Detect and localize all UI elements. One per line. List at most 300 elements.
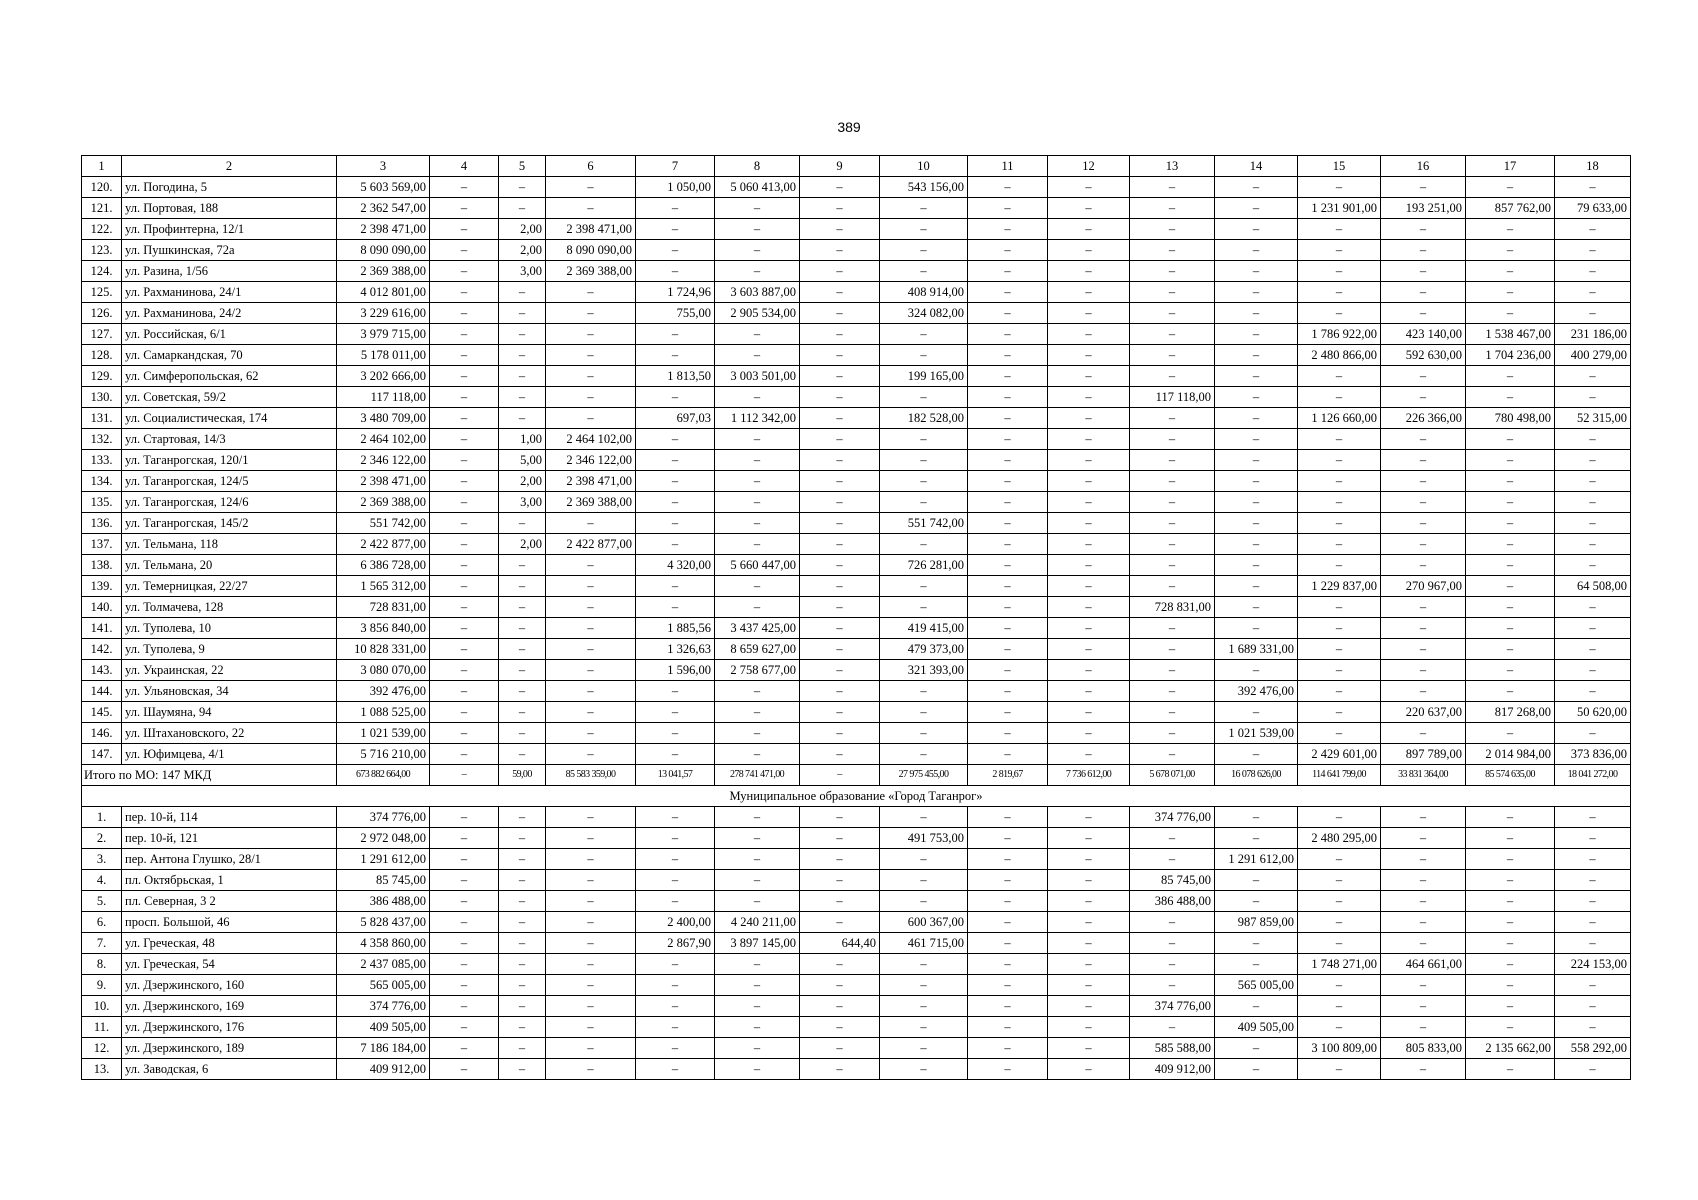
value-cell: – bbox=[1466, 366, 1555, 387]
value-cell: – bbox=[1298, 639, 1381, 660]
value-cell: 2 135 662,00 bbox=[1466, 1038, 1555, 1059]
table-row bbox=[82, 576, 1631, 597]
value-cell: 5 716 210,00 bbox=[337, 744, 430, 765]
row-number: 8. bbox=[82, 954, 122, 975]
value-cell: – bbox=[1130, 366, 1215, 387]
value-cell: – bbox=[546, 660, 636, 681]
value-cell: 1 885,56 bbox=[636, 618, 715, 639]
value-cell: – bbox=[1298, 660, 1381, 681]
value-cell: 1 724,96 bbox=[636, 282, 715, 303]
value-cell: – bbox=[430, 1038, 499, 1059]
value-cell: 374 776,00 bbox=[337, 996, 430, 1017]
value-cell: – bbox=[1130, 555, 1215, 576]
value-cell: – bbox=[430, 744, 499, 765]
value-cell: – bbox=[1215, 387, 1298, 408]
value-cell: – bbox=[430, 387, 499, 408]
value-cell: – bbox=[1130, 954, 1215, 975]
row-number: 131. bbox=[82, 408, 122, 429]
value-cell: – bbox=[636, 387, 715, 408]
address-cell: ул. Шаумяна, 94 bbox=[122, 702, 337, 723]
value-cell: – bbox=[1298, 387, 1381, 408]
value-cell: – bbox=[715, 870, 800, 891]
value-cell: – bbox=[880, 870, 968, 891]
address-cell: ул. Стартовая, 14/3 bbox=[122, 429, 337, 450]
value-cell: – bbox=[1215, 618, 1298, 639]
value-cell: – bbox=[499, 597, 546, 618]
value-cell: – bbox=[1215, 240, 1298, 261]
value-cell: – bbox=[800, 492, 880, 513]
value-cell: – bbox=[1215, 534, 1298, 555]
value-cell: 1 231 901,00 bbox=[1298, 198, 1381, 219]
value-cell: 2 369 388,00 bbox=[546, 261, 636, 282]
value-cell: 8 659 627,00 bbox=[715, 639, 800, 660]
value-cell: – bbox=[499, 954, 546, 975]
value-cell: – bbox=[1466, 240, 1555, 261]
value-cell: 3 856 840,00 bbox=[337, 618, 430, 639]
value-cell: 182 528,00 bbox=[880, 408, 968, 429]
value-cell: – bbox=[1381, 912, 1466, 933]
value-cell: 1 326,63 bbox=[636, 639, 715, 660]
value-cell: – bbox=[1048, 1038, 1130, 1059]
column-header: 12 bbox=[1048, 156, 1130, 177]
value-cell: – bbox=[1466, 660, 1555, 681]
value-cell: – bbox=[636, 345, 715, 366]
value-cell: 2 398 471,00 bbox=[546, 471, 636, 492]
row-number: 5. bbox=[82, 891, 122, 912]
value-cell: – bbox=[430, 408, 499, 429]
value-cell: – bbox=[1555, 240, 1631, 261]
value-cell: 392 476,00 bbox=[337, 681, 430, 702]
value-cell: – bbox=[1381, 807, 1466, 828]
value-cell: – bbox=[968, 576, 1048, 597]
value-cell: 805 833,00 bbox=[1381, 1038, 1466, 1059]
value-cell: 2 346 122,00 bbox=[337, 450, 430, 471]
value-cell: – bbox=[1130, 849, 1215, 870]
value-cell: – bbox=[715, 849, 800, 870]
value-cell: – bbox=[499, 345, 546, 366]
value-cell: – bbox=[1466, 933, 1555, 954]
value-cell: 1 021 539,00 bbox=[1215, 723, 1298, 744]
table-row bbox=[82, 219, 1631, 240]
value-cell: – bbox=[430, 891, 499, 912]
value-cell: – bbox=[1298, 492, 1381, 513]
value-cell: – bbox=[968, 933, 1048, 954]
value-cell: – bbox=[1298, 282, 1381, 303]
address-cell: ул. Таганрогская, 124/6 bbox=[122, 492, 337, 513]
value-cell: 193 251,00 bbox=[1381, 198, 1466, 219]
value-cell: – bbox=[1215, 513, 1298, 534]
row-number: 133. bbox=[82, 450, 122, 471]
value-cell: – bbox=[968, 744, 1048, 765]
value-cell: – bbox=[1555, 891, 1631, 912]
value-cell: – bbox=[499, 177, 546, 198]
table-row bbox=[82, 324, 1631, 345]
value-cell: – bbox=[430, 933, 499, 954]
value-cell: 64 508,00 bbox=[1555, 576, 1631, 597]
value-cell: 1 229 837,00 bbox=[1298, 576, 1381, 597]
value-cell: 464 661,00 bbox=[1381, 954, 1466, 975]
value-cell: – bbox=[1130, 534, 1215, 555]
value-cell: 780 498,00 bbox=[1466, 408, 1555, 429]
value-cell: – bbox=[1466, 891, 1555, 912]
value-cell: – bbox=[430, 912, 499, 933]
table-row bbox=[82, 450, 1631, 471]
value-cell: – bbox=[1130, 1017, 1215, 1038]
value-cell: – bbox=[1381, 723, 1466, 744]
page-number: 389 bbox=[837, 119, 861, 135]
value-cell: – bbox=[1048, 828, 1130, 849]
table-row bbox=[82, 702, 1631, 723]
table-row bbox=[82, 429, 1631, 450]
value-cell: – bbox=[968, 492, 1048, 513]
value-cell: – bbox=[1215, 1059, 1298, 1080]
value-cell: – bbox=[1048, 282, 1130, 303]
value-cell: – bbox=[1048, 366, 1130, 387]
value-cell: – bbox=[1215, 324, 1298, 345]
value-cell: – bbox=[800, 429, 880, 450]
value-cell: – bbox=[499, 975, 546, 996]
address-cell: ул. Пушкинская, 72а bbox=[122, 240, 337, 261]
value-cell: – bbox=[800, 177, 880, 198]
value-cell: – bbox=[430, 870, 499, 891]
value-cell: – bbox=[715, 807, 800, 828]
value-cell: – bbox=[968, 408, 1048, 429]
value-cell: 409 505,00 bbox=[1215, 1017, 1298, 1038]
value-cell: – bbox=[430, 492, 499, 513]
value-cell: – bbox=[1381, 240, 1466, 261]
value-cell: – bbox=[499, 198, 546, 219]
row-number: 6. bbox=[82, 912, 122, 933]
column-header: 4 bbox=[430, 156, 499, 177]
table-row bbox=[82, 282, 1631, 303]
value-cell: – bbox=[968, 639, 1048, 660]
value-cell: – bbox=[636, 261, 715, 282]
address-cell: пл. Октябрьская, 1 bbox=[122, 870, 337, 891]
value-cell: 1 786 922,00 bbox=[1298, 324, 1381, 345]
table-row bbox=[82, 954, 1631, 975]
value-cell: – bbox=[636, 702, 715, 723]
value-cell: – bbox=[499, 702, 546, 723]
value-cell: 4 012 801,00 bbox=[337, 282, 430, 303]
value-cell: – bbox=[880, 996, 968, 1017]
table-row bbox=[82, 345, 1631, 366]
value-cell: – bbox=[499, 324, 546, 345]
value-cell: – bbox=[880, 975, 968, 996]
value-cell: – bbox=[968, 723, 1048, 744]
value-cell: – bbox=[715, 471, 800, 492]
value-cell: 386 488,00 bbox=[1130, 891, 1215, 912]
value-cell: – bbox=[715, 240, 800, 261]
value-cell: – bbox=[546, 282, 636, 303]
value-cell: – bbox=[1215, 471, 1298, 492]
value-cell: – bbox=[1381, 828, 1466, 849]
row-number: 12. bbox=[82, 1038, 122, 1059]
value-cell: 857 762,00 bbox=[1466, 198, 1555, 219]
value-cell: – bbox=[1298, 177, 1381, 198]
value-cell: 600 367,00 bbox=[880, 912, 968, 933]
value-cell: – bbox=[1048, 975, 1130, 996]
value-cell: – bbox=[499, 891, 546, 912]
value-cell: – bbox=[1555, 303, 1631, 324]
value-cell: – bbox=[1381, 891, 1466, 912]
value-cell: 2 369 388,00 bbox=[337, 261, 430, 282]
value-cell: 558 292,00 bbox=[1555, 1038, 1631, 1059]
value-cell: – bbox=[430, 324, 499, 345]
value-cell: – bbox=[636, 513, 715, 534]
value-cell: – bbox=[968, 387, 1048, 408]
value-cell: 226 366,00 bbox=[1381, 408, 1466, 429]
value-cell: – bbox=[1466, 534, 1555, 555]
value-cell: 1 050,00 bbox=[636, 177, 715, 198]
value-cell: – bbox=[1215, 282, 1298, 303]
value-cell: – bbox=[1298, 870, 1381, 891]
value-cell: – bbox=[636, 681, 715, 702]
value-cell: – bbox=[1466, 618, 1555, 639]
value-cell: – bbox=[499, 387, 546, 408]
value-cell: 2 437 085,00 bbox=[337, 954, 430, 975]
value-cell: – bbox=[546, 933, 636, 954]
row-number: 147. bbox=[82, 744, 122, 765]
value-cell: 728 831,00 bbox=[337, 597, 430, 618]
value-cell: 2 369 388,00 bbox=[546, 492, 636, 513]
value-cell: – bbox=[546, 366, 636, 387]
value-cell: 461 715,00 bbox=[880, 933, 968, 954]
value-cell: – bbox=[636, 828, 715, 849]
value-cell: – bbox=[1381, 261, 1466, 282]
column-header: 10 bbox=[880, 156, 968, 177]
row-number: 124. bbox=[82, 261, 122, 282]
value-cell: – bbox=[1215, 450, 1298, 471]
value-cell: – bbox=[800, 828, 880, 849]
value-cell: – bbox=[1466, 1059, 1555, 1080]
value-cell: – bbox=[800, 660, 880, 681]
value-cell: – bbox=[1215, 1038, 1298, 1059]
address-cell: ул. Туполева, 10 bbox=[122, 618, 337, 639]
value-cell: – bbox=[800, 723, 880, 744]
value-cell: – bbox=[1381, 387, 1466, 408]
address-cell: ул. Греческая, 54 bbox=[122, 954, 337, 975]
value-cell: – bbox=[546, 828, 636, 849]
value-cell: – bbox=[636, 450, 715, 471]
value-cell: – bbox=[1215, 198, 1298, 219]
section-row bbox=[82, 786, 1631, 807]
table-row bbox=[82, 828, 1631, 849]
value-cell: 697,03 bbox=[636, 408, 715, 429]
value-cell: – bbox=[1130, 744, 1215, 765]
value-cell: – bbox=[715, 1038, 800, 1059]
table-row bbox=[82, 1017, 1631, 1038]
table-row bbox=[82, 807, 1631, 828]
value-cell: – bbox=[968, 954, 1048, 975]
value-cell: – bbox=[1555, 1059, 1631, 1080]
value-cell: – bbox=[1555, 849, 1631, 870]
value-cell: – bbox=[1130, 261, 1215, 282]
value-cell: – bbox=[1555, 492, 1631, 513]
value-cell: – bbox=[1555, 597, 1631, 618]
value-cell: – bbox=[1215, 807, 1298, 828]
value-cell: – bbox=[430, 576, 499, 597]
value-cell: – bbox=[800, 891, 880, 912]
value-cell: 1 112 342,00 bbox=[715, 408, 800, 429]
value-cell: – bbox=[430, 702, 499, 723]
value-cell: – bbox=[546, 177, 636, 198]
address-cell: ул. Профинтерна, 12/1 bbox=[122, 219, 337, 240]
value-cell: – bbox=[499, 366, 546, 387]
value-cell: – bbox=[1466, 597, 1555, 618]
value-cell: 1 689 331,00 bbox=[1215, 639, 1298, 660]
value-cell: – bbox=[430, 1059, 499, 1080]
value-cell: – bbox=[499, 282, 546, 303]
value-cell: – bbox=[1215, 828, 1298, 849]
value-cell: 1 748 271,00 bbox=[1298, 954, 1381, 975]
value-cell: – bbox=[800, 576, 880, 597]
value-cell: – bbox=[1215, 177, 1298, 198]
row-number: 134. bbox=[82, 471, 122, 492]
column-header: 9 bbox=[800, 156, 880, 177]
value-cell: – bbox=[800, 240, 880, 261]
table-row bbox=[82, 933, 1631, 954]
value-cell: – bbox=[1466, 912, 1555, 933]
value-cell: – bbox=[1555, 513, 1631, 534]
value-cell: – bbox=[1555, 639, 1631, 660]
value-cell: – bbox=[1215, 303, 1298, 324]
value-cell: 2 972 048,00 bbox=[337, 828, 430, 849]
value-cell: – bbox=[1048, 996, 1130, 1017]
value-cell: – bbox=[1048, 618, 1130, 639]
address-cell: просп. Большой, 46 bbox=[122, 912, 337, 933]
value-cell: – bbox=[1048, 639, 1130, 660]
value-cell: 8 090 090,00 bbox=[546, 240, 636, 261]
address-cell: пер. 10-й, 114 bbox=[122, 807, 337, 828]
value-cell: 2,00 bbox=[499, 240, 546, 261]
value-cell: – bbox=[1215, 702, 1298, 723]
value-cell: – bbox=[715, 723, 800, 744]
row-number: 145. bbox=[82, 702, 122, 723]
column-header: 2 bbox=[122, 156, 337, 177]
value-cell: – bbox=[880, 261, 968, 282]
value-cell: – bbox=[499, 639, 546, 660]
value-cell: 2 867,90 bbox=[636, 933, 715, 954]
value-cell: – bbox=[1130, 828, 1215, 849]
value-cell: 3 100 809,00 bbox=[1298, 1038, 1381, 1059]
total-value: 16 078 626,00 bbox=[1215, 765, 1298, 786]
total-row bbox=[82, 765, 1631, 786]
address-cell: ул. Портовая, 188 bbox=[122, 198, 337, 219]
value-cell: – bbox=[880, 198, 968, 219]
value-cell: – bbox=[1466, 828, 1555, 849]
row-number: 126. bbox=[82, 303, 122, 324]
value-cell: 1 291 612,00 bbox=[1215, 849, 1298, 870]
table-row bbox=[82, 912, 1631, 933]
total-value: – bbox=[430, 765, 499, 786]
value-cell: – bbox=[1130, 513, 1215, 534]
value-cell: – bbox=[636, 471, 715, 492]
row-number: 13. bbox=[82, 1059, 122, 1080]
table-row bbox=[82, 660, 1631, 681]
value-cell: – bbox=[1048, 492, 1130, 513]
value-cell: – bbox=[800, 618, 880, 639]
value-cell: – bbox=[1466, 996, 1555, 1017]
value-cell: 2 464 102,00 bbox=[337, 429, 430, 450]
table-row bbox=[82, 513, 1631, 534]
value-cell: – bbox=[1048, 261, 1130, 282]
total-value: 673 882 664,00 bbox=[337, 765, 430, 786]
value-cell: – bbox=[1215, 345, 1298, 366]
value-cell: – bbox=[1466, 429, 1555, 450]
value-cell: – bbox=[1130, 219, 1215, 240]
value-cell: – bbox=[880, 1017, 968, 1038]
value-cell: – bbox=[1381, 639, 1466, 660]
value-cell: – bbox=[880, 471, 968, 492]
value-cell: 2 429 601,00 bbox=[1298, 744, 1381, 765]
value-cell: – bbox=[1466, 681, 1555, 702]
value-cell: – bbox=[430, 219, 499, 240]
value-cell: 644,40 bbox=[800, 933, 880, 954]
value-cell: – bbox=[430, 282, 499, 303]
table-row bbox=[82, 996, 1631, 1017]
row-number: 2. bbox=[82, 828, 122, 849]
value-cell: 5 660 447,00 bbox=[715, 555, 800, 576]
value-cell: 423 140,00 bbox=[1381, 324, 1466, 345]
value-cell: – bbox=[1048, 303, 1130, 324]
value-cell: – bbox=[1381, 282, 1466, 303]
value-cell: – bbox=[1466, 555, 1555, 576]
value-cell: 3,00 bbox=[499, 492, 546, 513]
value-cell: – bbox=[1466, 513, 1555, 534]
value-cell: – bbox=[800, 1038, 880, 1059]
value-cell: – bbox=[880, 807, 968, 828]
row-number: 144. bbox=[82, 681, 122, 702]
value-cell: – bbox=[1130, 492, 1215, 513]
value-cell: – bbox=[430, 849, 499, 870]
value-cell: – bbox=[1381, 219, 1466, 240]
value-cell: 5 603 569,00 bbox=[337, 177, 430, 198]
value-cell: – bbox=[636, 1038, 715, 1059]
table-row bbox=[82, 177, 1631, 198]
value-cell: – bbox=[715, 534, 800, 555]
row-number: 128. bbox=[82, 345, 122, 366]
value-cell: – bbox=[499, 618, 546, 639]
value-cell: – bbox=[1466, 177, 1555, 198]
value-cell: – bbox=[1298, 513, 1381, 534]
value-cell: – bbox=[968, 660, 1048, 681]
value-cell: – bbox=[800, 324, 880, 345]
total-value: 18 041 272,00 bbox=[1555, 765, 1631, 786]
value-cell: – bbox=[880, 492, 968, 513]
value-cell: – bbox=[499, 513, 546, 534]
row-number: 135. bbox=[82, 492, 122, 513]
value-cell: – bbox=[1215, 219, 1298, 240]
address-cell: ул. Ульяновская, 34 bbox=[122, 681, 337, 702]
value-cell: 2 362 547,00 bbox=[337, 198, 430, 219]
value-cell: – bbox=[430, 660, 499, 681]
address-cell: ул. Погодина, 5 bbox=[122, 177, 337, 198]
address-cell: ул. Туполева, 9 bbox=[122, 639, 337, 660]
value-cell: – bbox=[1048, 702, 1130, 723]
value-cell: – bbox=[1048, 198, 1130, 219]
value-cell: – bbox=[715, 597, 800, 618]
register-table bbox=[81, 155, 1631, 1080]
value-cell: – bbox=[968, 1038, 1048, 1059]
value-cell: – bbox=[1381, 492, 1466, 513]
value-cell: – bbox=[1466, 303, 1555, 324]
value-cell: – bbox=[1555, 177, 1631, 198]
value-cell: 409 505,00 bbox=[337, 1017, 430, 1038]
value-cell: 6 386 728,00 bbox=[337, 555, 430, 576]
value-cell: – bbox=[1381, 177, 1466, 198]
total-value: 7 736 612,00 bbox=[1048, 765, 1130, 786]
value-cell: – bbox=[715, 324, 800, 345]
